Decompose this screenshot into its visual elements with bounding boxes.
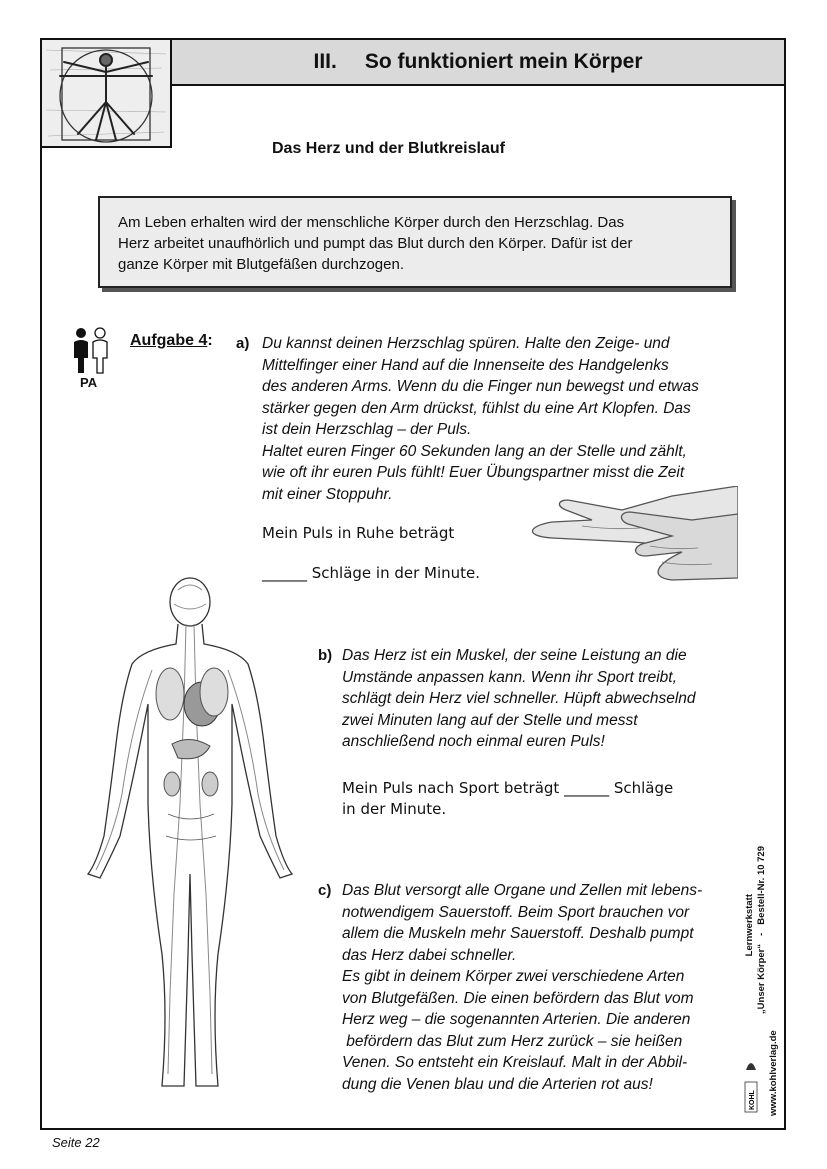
social-form-label: PA <box>80 375 98 390</box>
answer-rest-pulse-blank: ______ Schläge in der Minute. <box>262 564 481 582</box>
part-c-line: notwendigem Sauerstoff. Beim Sport brauchen vor <box>342 903 690 921</box>
part-a-line: ist dein Herzschlag – der Puls. <box>262 421 472 438</box>
part-b-text <box>342 645 696 753</box>
answer-rest-pulse: Mein Puls in Ruhe beträgt <box>262 524 455 542</box>
order-number: Bestell-Nr. 10 729 <box>756 846 767 925</box>
part-a-letter: a) <box>236 335 250 352</box>
part-c-line: das Herz dabei schneller. <box>342 946 517 964</box>
part-a-line: mit einer Stoppuhr. <box>262 485 393 503</box>
vitruvian-man-image <box>42 40 172 148</box>
partner-work-icon <box>70 326 112 374</box>
part-b-letter: b) <box>318 647 333 664</box>
part-c-line: Es gibt in deinem Körper zwei verschiedene Arten <box>342 968 685 985</box>
section-title: Das Herz und der Blutkreislauf <box>272 140 505 157</box>
part-c-line: befördern das Blut zum Herz zurück – sie heißen <box>342 1032 683 1050</box>
part-b-line: schlägt dein Herz viel schneller. Hüpft abwechselnd <box>342 690 696 707</box>
part-a-text <box>262 333 699 505</box>
task-colon: : <box>207 332 213 349</box>
task-title: Aufgabe 4 <box>130 332 208 349</box>
part-c-text <box>342 880 702 1095</box>
page-number: Seite 22 <box>52 1135 100 1150</box>
part-b-line: Umstände anpassen kann. Wenn ihr Sport treibt, <box>342 668 677 686</box>
circulatory-system-image <box>82 574 294 1094</box>
part-b-line: zwei Minuten lang auf der Stelle und messt <box>342 711 638 729</box>
intro-line: ganze Körper mit Blutgefäßen durchzogen. <box>118 256 405 273</box>
part-c-line: Venen. So entsteht ein Kreislauf. Malt in der Abbil- <box>342 1054 688 1071</box>
chapter-title: So funktioniert mein Körper <box>364 50 643 73</box>
answer-sport-pulse-end: in der Minute. <box>342 800 447 818</box>
part-c-line: allem die Muskeln mehr Sauerstoff. Deshalb pumpt <box>342 925 694 942</box>
part-b-line: anschließend noch einmal euren Puls! <box>342 733 605 750</box>
chapter-number: III. <box>313 50 337 73</box>
publisher-name: KOHL <box>749 1090 756 1110</box>
intro-line: Am Leben erhalten wird der menschliche Körper durch den Herzschlag. Das <box>118 214 625 231</box>
part-c-line: Das Blut versorgt alle Organe und Zellen mit lebens- <box>342 882 703 899</box>
part-a-line: wie oft ihr euren Puls fühlt! Euer Übungspartner misst die Zeit <box>262 464 685 481</box>
publisher-logo <box>744 1052 758 1114</box>
product-name: „Unser Körper“ <box>756 943 767 1015</box>
sidebar-dash: - <box>756 932 767 936</box>
part-c-line: von Blutgefäßen. Die einen befördern das Blut vom <box>342 989 694 1007</box>
part-a-line: Haltet euren Finger 60 Sekunden lang an der Stelle und zählt, <box>262 442 687 460</box>
intro-box <box>98 196 732 288</box>
pulse-hands-image <box>522 486 738 588</box>
part-b-line: Das Herz ist ein Muskel, der seine Leistung an die <box>342 647 687 664</box>
part-c-letter: c) <box>318 882 332 899</box>
part-a-line: Du kannst deinen Herzschlag spüren. Halte den Zeige- und <box>262 335 670 352</box>
part-a-line: stärker gegen den Arm drückst, fühlst du eine Art Klopfen. Das <box>262 399 691 417</box>
intro-line: Herz arbeitet unaufhörlich und pumpt das Blut durch den Körper. Dafür ist der <box>118 235 633 252</box>
part-a-line: des anderen Arms. Wenn du die Finger nun bewegst und etwas <box>262 378 699 395</box>
publisher-url: www.kohlverlag.de <box>768 1030 779 1116</box>
chapter-header <box>172 40 784 86</box>
answer-sport-pulse: Mein Puls nach Sport beträgt ______ Schläge <box>342 779 674 797</box>
publisher-sidebar <box>744 846 788 1116</box>
part-a-line: Mittelfinger einer Hand auf die Innenseite des Handgelenks <box>262 356 669 374</box>
part-c-line: dung die Venen blau und die Arterien rot aus! <box>342 1075 653 1093</box>
series-name: Lernwerkstatt <box>744 894 755 957</box>
part-c-line: Herz weg – die sogenannten Arterien. Die anderen <box>342 1011 691 1028</box>
task-label <box>130 332 213 350</box>
